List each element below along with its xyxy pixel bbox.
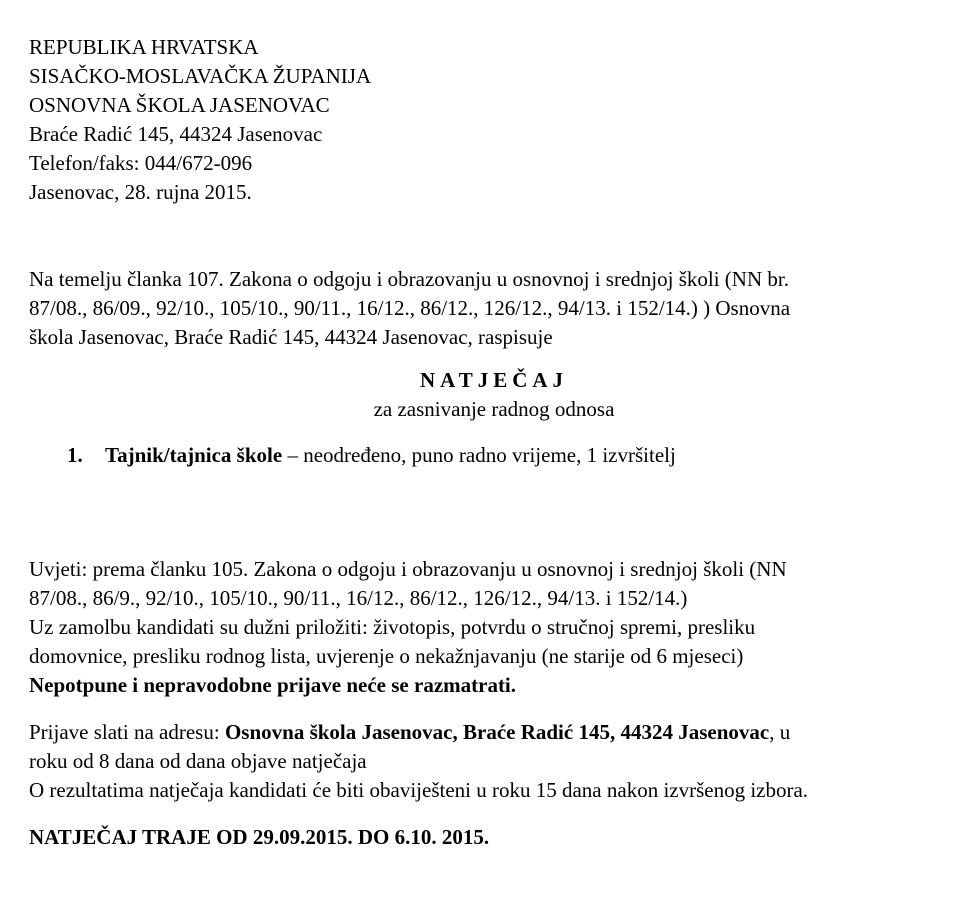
intro-line-2: 87/08., 86/09., 92/10., 105/10., 90/11., 16/12., 86/12., 126/12., 94/13. i 152/14.) ) Osnovna: [29, 296, 791, 320]
conditions-warning: Nepotpune i nepravodobne prijave neće se razmatrati.: [29, 673, 517, 697]
conditions-paragraph: [29, 555, 959, 700]
notice-title: NATJEČAJ: [419, 368, 569, 392]
intro-line-1: Na temelju članka 107. Zakona o odgoju i obrazovanju u osnovnoj i srednjoj školi (NN br.: [29, 267, 789, 291]
conditions-line-1: Uvjeti: prema članku 105. Zakona o odgoju i obrazovanju u osnovnoj i srednjoj školi (NN: [29, 557, 787, 581]
conditions-line-4: domovnice, presliku rodnog lista, uvjerenje o nekažnjavanju (ne starije od 6 mjeseci): [29, 644, 744, 668]
country-name: REPUBLIKA HRVATSKA: [29, 35, 259, 59]
application-line-1: [29, 718, 959, 747]
application-line-3: O rezultatima natječaja kandidati će biti obaviješteni u roku 15 dana nakon izvršenog izbora.: [29, 778, 809, 802]
application-prefix: Prijave slati na adresu:: [29, 720, 225, 744]
county-name: SISAČKO-MOSLAVAČKA ŽUPANIJA: [29, 64, 372, 88]
application-paragraph: [29, 718, 959, 805]
place-date: Jasenovac, 28. rujna 2015.: [29, 180, 252, 204]
school-address: Braće Radić 145, 44324 Jasenovac: [29, 122, 323, 146]
position-title: Tajnik/tajnica škole: [105, 443, 283, 467]
letterhead: [29, 33, 959, 207]
document-page: [29, 33, 959, 852]
position-item: [67, 441, 959, 470]
application-line-2: roku od 8 dana od dana objave natječaja: [29, 749, 367, 773]
notice-title-block: [29, 366, 959, 424]
application-suffix: , u: [769, 720, 791, 744]
intro-line-3: škola Jasenovac, Braće Radić 145, 44324 Jasenovac, raspisuje: [29, 325, 553, 349]
intro-paragraph: [29, 265, 959, 352]
notice-duration: NATJEČAJ TRAJE OD 29.09.2015. DO 6.10. 2015.: [29, 825, 490, 849]
position-details: – neodređeno, puno radno vrijeme, 1 izvršitelj: [282, 443, 676, 467]
application-address: Osnovna škola Jasenovac, Braće Radić 145, 44324 Jasenovac: [224, 720, 770, 744]
school-phone: Telefon/faks: 044/672-096: [29, 151, 253, 175]
position-number: 1.: [67, 443, 83, 467]
school-name: OSNOVNA ŠKOLA JASENOVAC: [29, 93, 330, 117]
notice-subtitle: za zasnivanje radnog odnosa: [373, 397, 615, 421]
conditions-line-3: Uz zamolbu kandidati su dužni priložiti: životopis, potvrdu o stručnoj spremi, presliku: [29, 615, 756, 639]
conditions-line-2: 87/08., 86/9., 92/10., 105/10., 90/11., 16/12., 86/12., 126/12., 94/13. i 152/14.): [29, 586, 688, 610]
